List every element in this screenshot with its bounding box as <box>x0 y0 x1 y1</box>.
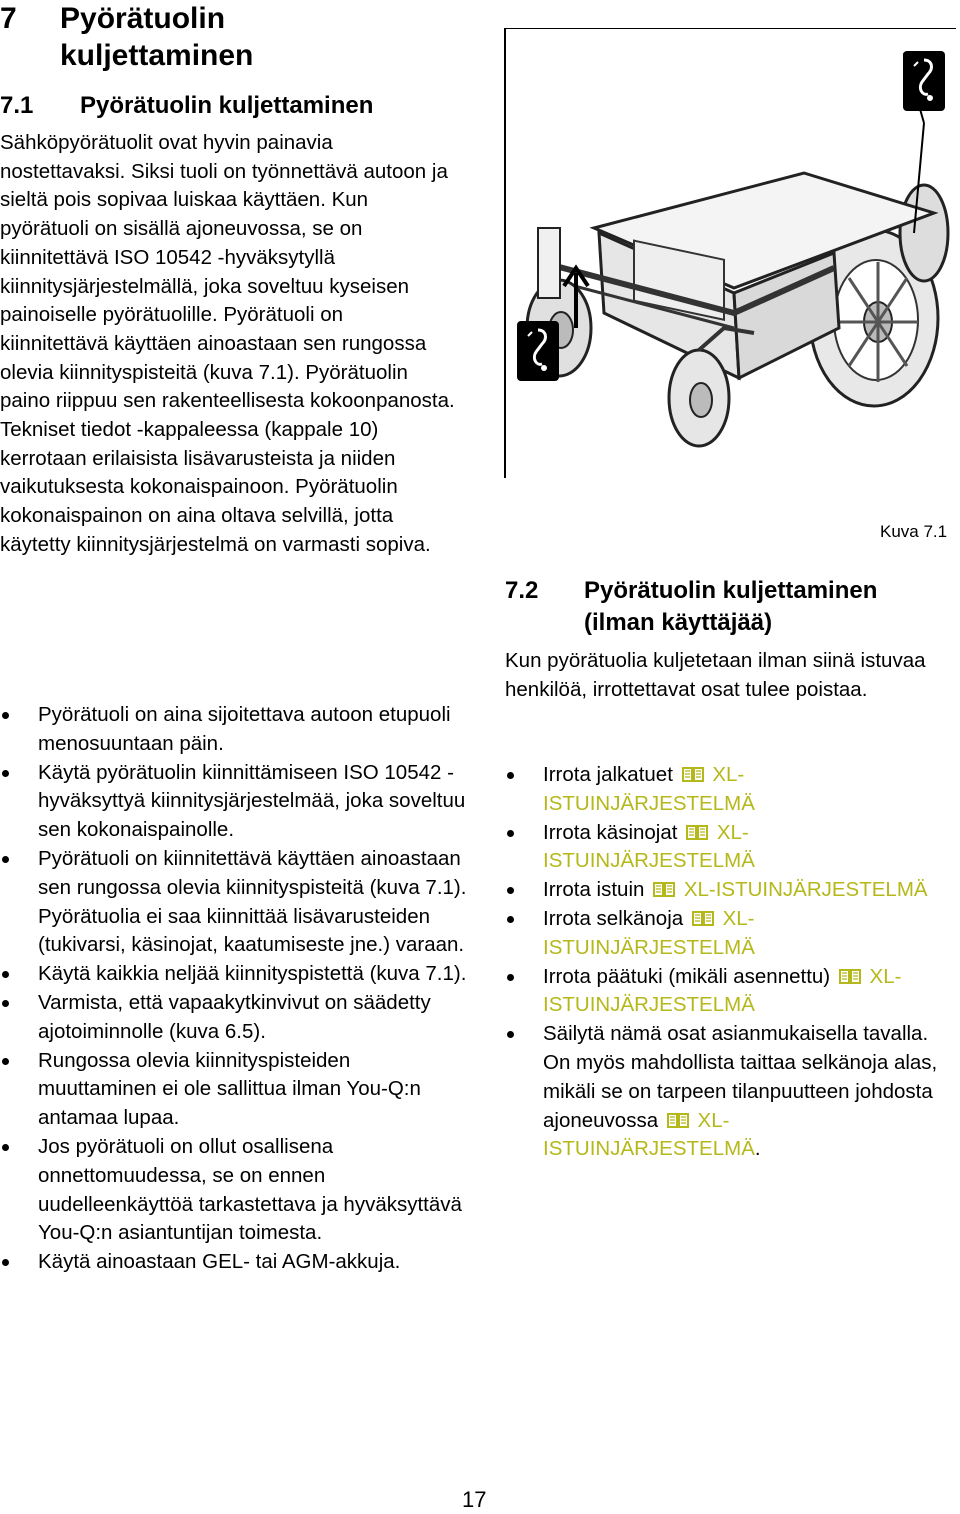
list-item: Pyörätuoli on aina sijoitettava autoon etupuoli menosuuntaan päin. <box>0 701 470 759</box>
list-item: Rungossa olevia kiinnityspisteiden muuttaminen ei ole sallittua ilman You-Q:n antamaa lupaa. <box>0 1047 470 1133</box>
list-item: Käytä ainoastaan GEL- tai AGM-akkuja. <box>0 1248 470 1277</box>
list-item-text: Irrota jalkatuet <box>543 763 673 786</box>
section-title: Pyörätuolin kuljettaminen (ilman käyttäjää) <box>584 577 878 636</box>
list-item <box>505 963 945 1021</box>
chapter-title: Pyörätuolin kuljettaminen <box>60 2 254 72</box>
section-title: Pyörätuolin kuljettaminen <box>80 92 374 119</box>
section-number: 7.1 <box>0 92 34 119</box>
intro-paragraph: Sähköpyörätuolit ovat hyvin painavia nostettavaksi. Siksi tuoli on työnnettävä autoon ja sieltä pois sopivaa luiskaa käyttäen. Kun pyörätuoli on sisällä ajoneuvossa, se on kiinnitettävä ISO 10542 -hyväksytyllä kiinnitysjärjestelmällä, joka soveltuu kyseisen painoiselle pyörätuolille. Pyörätuoli on kiinnitettävä käyttäen ainoastaan sen rungossa olevia kiinnityspisteitä (kuva 7.1). Pyörätuolin paino riippuu sen rakenteellisesta kokoonpanosta. Tekniset tiedot -kappaleessa (kappale 10) kerrotaan erilaisista lisävarusteista ja niiden vaikutuksesta kokonaispainoon. Pyörätuolin kokonaispainon on aina oltava selvillä, jotta käytetty kiinnitysjärjestelmä on varmasti sopiva. <box>0 131 455 556</box>
section-7-2-intro: Kun pyörätuolia kuljetetaan ilman siinä istuvaa henkilöä, irrottettavat osat tulee poistaa. <box>505 649 926 701</box>
chapter-number: 7 <box>0 2 17 35</box>
list-item: Pyörätuoli on kiinnitettävä käyttäen ainoastaan sen rungossa olevia kiinnityspisteitä (kuva 7.1). Pyörätuolia ei saa kiinnittää lisävarusteiden (tukivarsi, käsinojat, kaatumiseste jne.) varaan. <box>0 845 470 960</box>
list-item: Jos pyörätuoli on ollut osallisena onnettomuudessa, se on ennen uudelleenkäyttöä tarkastettava ja hyväksyttävä You-Q:n asiantuntijan toimesta. <box>0 1133 470 1248</box>
list-item-text: Irrota päätuki (mikäli asennettu) <box>543 964 831 988</box>
list-item-text: Irrota käsinojat <box>543 820 678 844</box>
list-item <box>505 905 945 963</box>
book-icon <box>838 967 862 985</box>
tie-down-hook-icon <box>516 320 560 382</box>
figure-caption: Kuva 7.1 <box>880 522 948 541</box>
xl-seating-link[interactable]: XL-ISTUINJÄRJESTELMÄ <box>543 906 755 959</box>
list-item-text: Irrota selkänoja <box>543 906 684 930</box>
book-icon <box>685 823 709 841</box>
tie-down-hook-icon <box>902 50 946 112</box>
section-number: 7.2 <box>505 577 539 604</box>
list-item: Varmista, että vapaakytkinvivut on säädetty ajotoiminnolle (kuva 6.5). <box>0 989 470 1047</box>
list-item <box>505 876 945 905</box>
list-item-text: Irrota istuin <box>543 878 645 902</box>
list-item <box>505 819 945 877</box>
right-bullet-list <box>505 761 945 1164</box>
book-icon <box>652 880 676 898</box>
xl-seating-link[interactable]: XL-ISTUINJÄRJESTELMÄ <box>683 878 928 902</box>
xl-seating-link[interactable]: XL-ISTUINJÄRJESTELMÄ <box>543 763 755 815</box>
list-item <box>505 1020 945 1164</box>
page-number: 17 <box>462 1487 487 1512</box>
list-item-text: Säilytä nämä osat asianmukaisella tavalla. On myös mahdollista taittaa selkänoja alas, mikäli se on tarpeen tilanpuutteen johdosta ajoneuvossa <box>543 1022 938 1132</box>
book-icon <box>691 909 715 927</box>
book-icon <box>666 1111 690 1129</box>
xl-seating-link[interactable]: XL-ISTUINJÄRJESTELMÄ <box>543 964 902 1017</box>
sentence-end: . <box>754 1137 761 1161</box>
wheelchair-illustration <box>504 28 956 480</box>
xl-seating-link[interactable]: XL-ISTUINJÄRJESTELMÄ <box>543 820 755 873</box>
book-icon <box>681 765 705 783</box>
left-bullet-list <box>0 701 470 1277</box>
list-item: Käytä kaikkia neljää kiinnityspistettä (kuva 7.1). <box>0 960 470 989</box>
figure-wheelchair-tie-down-points <box>504 28 956 480</box>
list-item <box>505 761 945 819</box>
xl-seating-link[interactable]: XL-ISTUINJÄRJESTELMÄ <box>543 1108 755 1161</box>
list-item: Käytä pyörätuolin kiinnittämiseen ISO 10542 -hyväksyttyä kiinnitysjärjestelmää, joka soveltuu sen kokonaispainolle. <box>0 759 470 845</box>
